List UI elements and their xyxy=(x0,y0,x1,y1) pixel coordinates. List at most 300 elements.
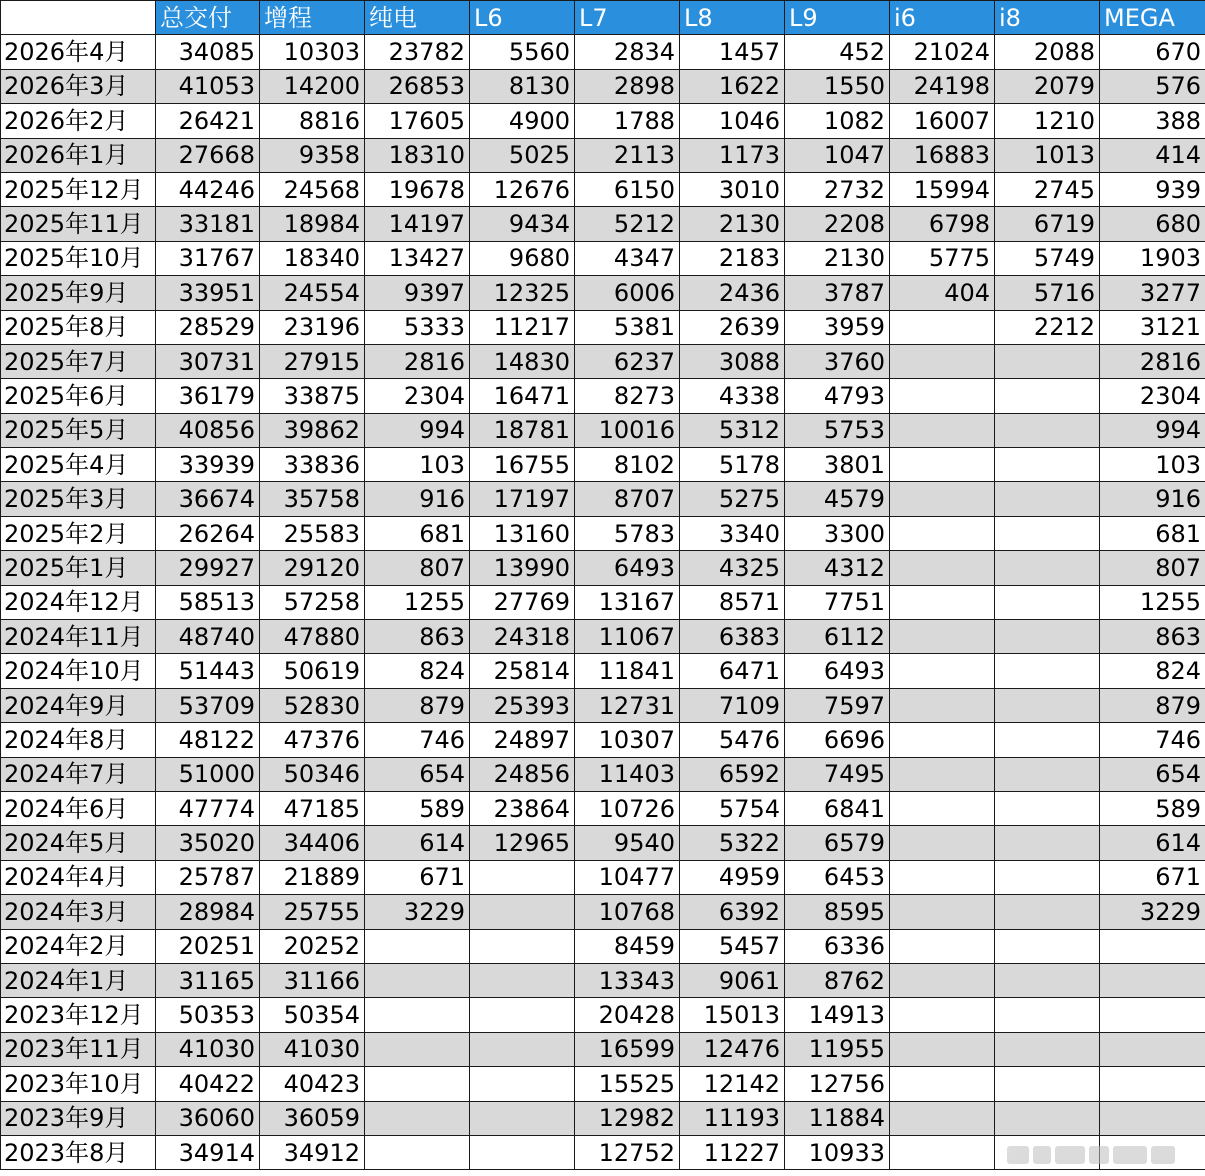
value-cell xyxy=(995,1101,1100,1135)
value-cell: 10933 xyxy=(785,1135,890,1169)
value-cell: 103 xyxy=(1100,448,1205,482)
table-row xyxy=(1,516,1205,550)
value-cell: 34406 xyxy=(260,826,365,860)
value-cell: 414 xyxy=(1100,138,1205,172)
month-cell: 2026年1月 xyxy=(1,138,156,172)
table-row xyxy=(1,207,1205,241)
value-cell: 6696 xyxy=(785,723,890,757)
value-cell xyxy=(890,310,995,344)
value-cell: 2816 xyxy=(1100,344,1205,378)
value-cell: 20251 xyxy=(156,929,260,963)
value-cell xyxy=(890,482,995,516)
value-cell: 2079 xyxy=(995,69,1100,103)
value-cell: 8816 xyxy=(260,104,365,138)
value-cell: 14830 xyxy=(470,344,575,378)
value-cell: 31165 xyxy=(156,963,260,997)
value-cell: 2834 xyxy=(575,35,680,69)
value-cell xyxy=(365,1101,470,1135)
table-row xyxy=(1,860,1205,894)
value-cell: 6719 xyxy=(995,207,1100,241)
value-cell: 40423 xyxy=(260,1067,365,1101)
value-cell: 5457 xyxy=(680,929,785,963)
value-cell: 12982 xyxy=(575,1101,680,1135)
header-l8: L8 xyxy=(680,1,785,35)
value-cell: 1210 xyxy=(995,104,1100,138)
value-cell xyxy=(995,551,1100,585)
value-cell: 5381 xyxy=(575,310,680,344)
table-row xyxy=(1,791,1205,825)
value-cell: 916 xyxy=(365,482,470,516)
table-row xyxy=(1,929,1205,963)
value-cell: 5178 xyxy=(680,448,785,482)
value-cell: 8595 xyxy=(785,895,890,929)
value-cell: 33939 xyxy=(156,448,260,482)
month-cell: 2026年3月 xyxy=(1,69,156,103)
value-cell: 6392 xyxy=(680,895,785,929)
value-cell: 654 xyxy=(365,757,470,791)
value-cell: 16007 xyxy=(890,104,995,138)
value-cell: 12476 xyxy=(680,1032,785,1066)
value-cell: 5560 xyxy=(470,35,575,69)
month-cell: 2025年5月 xyxy=(1,413,156,447)
value-cell: 589 xyxy=(1100,791,1205,825)
header-i6: i6 xyxy=(890,1,995,35)
value-cell: 614 xyxy=(365,826,470,860)
value-cell: 14200 xyxy=(260,69,365,103)
header-row xyxy=(1,1,1205,35)
header-corner-cell xyxy=(1,1,156,35)
value-cell: 11067 xyxy=(575,620,680,654)
value-cell: 5775 xyxy=(890,241,995,275)
value-cell: 7109 xyxy=(680,688,785,722)
value-cell: 10477 xyxy=(575,860,680,894)
value-cell: 50619 xyxy=(260,654,365,688)
value-cell: 680 xyxy=(1100,207,1205,241)
table-row xyxy=(1,895,1205,929)
value-cell: 671 xyxy=(365,860,470,894)
month-cell: 2024年12月 xyxy=(1,585,156,619)
month-cell: 2025年6月 xyxy=(1,379,156,413)
value-cell xyxy=(995,963,1100,997)
value-cell: 10726 xyxy=(575,791,680,825)
value-cell: 41030 xyxy=(156,1032,260,1066)
value-cell: 24897 xyxy=(470,723,575,757)
value-cell: 3229 xyxy=(1100,895,1205,929)
month-cell: 2023年10月 xyxy=(1,1067,156,1101)
value-cell: 404 xyxy=(890,276,995,310)
table-row xyxy=(1,826,1205,860)
value-cell: 9540 xyxy=(575,826,680,860)
value-cell xyxy=(890,688,995,722)
value-cell xyxy=(995,344,1100,378)
value-cell: 1255 xyxy=(1100,585,1205,619)
value-cell xyxy=(995,482,1100,516)
value-cell: 17605 xyxy=(365,104,470,138)
value-cell xyxy=(995,516,1100,550)
value-cell: 18310 xyxy=(365,138,470,172)
table-row xyxy=(1,1067,1205,1101)
header-i8: i8 xyxy=(995,1,1100,35)
value-cell xyxy=(890,413,995,447)
value-cell: 29927 xyxy=(156,551,260,585)
value-cell: 2436 xyxy=(680,276,785,310)
value-cell: 1173 xyxy=(680,138,785,172)
value-cell xyxy=(890,723,995,757)
value-cell: 6493 xyxy=(785,654,890,688)
value-cell: 9434 xyxy=(470,207,575,241)
value-cell: 8102 xyxy=(575,448,680,482)
value-cell: 35020 xyxy=(156,826,260,860)
value-cell: 33181 xyxy=(156,207,260,241)
value-cell: 3229 xyxy=(365,895,470,929)
value-cell: 1903 xyxy=(1100,241,1205,275)
value-cell: 36060 xyxy=(156,1101,260,1135)
table-row xyxy=(1,413,1205,447)
value-cell xyxy=(1100,929,1205,963)
value-cell: 12965 xyxy=(470,826,575,860)
value-cell: 25583 xyxy=(260,516,365,550)
value-cell: 879 xyxy=(1100,688,1205,722)
value-cell: 20428 xyxy=(575,998,680,1032)
value-cell: 58513 xyxy=(156,585,260,619)
value-cell xyxy=(470,998,575,1032)
value-cell: 34912 xyxy=(260,1135,365,1169)
value-cell: 41053 xyxy=(156,69,260,103)
value-cell: 12676 xyxy=(470,172,575,206)
value-cell: 36059 xyxy=(260,1101,365,1135)
value-cell: 9358 xyxy=(260,138,365,172)
value-cell: 1255 xyxy=(365,585,470,619)
value-cell xyxy=(1100,998,1205,1032)
value-cell: 863 xyxy=(365,620,470,654)
value-cell: 24198 xyxy=(890,69,995,103)
value-cell: 1013 xyxy=(995,138,1100,172)
value-cell xyxy=(995,1067,1100,1101)
value-cell xyxy=(995,791,1100,825)
value-cell: 2208 xyxy=(785,207,890,241)
value-cell: 1788 xyxy=(575,104,680,138)
value-cell: 33951 xyxy=(156,276,260,310)
value-cell: 654 xyxy=(1100,757,1205,791)
value-cell: 1082 xyxy=(785,104,890,138)
value-cell: 4312 xyxy=(785,551,890,585)
value-cell xyxy=(890,379,995,413)
value-cell: 3340 xyxy=(680,516,785,550)
value-cell xyxy=(995,860,1100,894)
value-cell: 3959 xyxy=(785,310,890,344)
value-cell: 1457 xyxy=(680,35,785,69)
value-cell: 19678 xyxy=(365,172,470,206)
month-cell: 2025年8月 xyxy=(1,310,156,344)
value-cell xyxy=(1100,963,1205,997)
value-cell: 21889 xyxy=(260,860,365,894)
value-cell xyxy=(995,895,1100,929)
value-cell: 8707 xyxy=(575,482,680,516)
month-cell: 2025年12月 xyxy=(1,172,156,206)
month-cell: 2024年2月 xyxy=(1,929,156,963)
value-cell: 4347 xyxy=(575,241,680,275)
value-cell: 12325 xyxy=(470,276,575,310)
value-cell xyxy=(890,963,995,997)
value-cell: 994 xyxy=(1100,413,1205,447)
table-row xyxy=(1,69,1205,103)
value-cell: 24318 xyxy=(470,620,575,654)
value-cell: 5025 xyxy=(470,138,575,172)
value-cell: 13427 xyxy=(365,241,470,275)
month-cell: 2024年1月 xyxy=(1,963,156,997)
value-cell xyxy=(470,860,575,894)
value-cell xyxy=(890,826,995,860)
value-cell: 36674 xyxy=(156,482,260,516)
value-cell: 11227 xyxy=(680,1135,785,1169)
value-cell: 10307 xyxy=(575,723,680,757)
value-cell xyxy=(890,585,995,619)
value-cell xyxy=(995,723,1100,757)
table-row xyxy=(1,310,1205,344)
month-cell: 2025年3月 xyxy=(1,482,156,516)
value-cell xyxy=(890,516,995,550)
table-row xyxy=(1,482,1205,516)
value-cell: 53709 xyxy=(156,688,260,722)
value-cell: 4793 xyxy=(785,379,890,413)
value-cell: 5783 xyxy=(575,516,680,550)
value-cell: 8273 xyxy=(575,379,680,413)
value-cell xyxy=(470,895,575,929)
value-cell: 6841 xyxy=(785,791,890,825)
table-row xyxy=(1,241,1205,275)
value-cell: 2304 xyxy=(1100,379,1205,413)
value-cell xyxy=(470,929,575,963)
value-cell xyxy=(890,551,995,585)
table-row xyxy=(1,448,1205,482)
table-row xyxy=(1,35,1205,69)
value-cell: 3088 xyxy=(680,344,785,378)
value-cell: 589 xyxy=(365,791,470,825)
value-cell xyxy=(470,1067,575,1101)
value-cell: 16883 xyxy=(890,138,995,172)
value-cell: 2183 xyxy=(680,241,785,275)
value-cell: 863 xyxy=(1100,620,1205,654)
value-cell xyxy=(995,654,1100,688)
value-cell xyxy=(890,344,995,378)
value-cell: 4579 xyxy=(785,482,890,516)
value-cell: 3121 xyxy=(1100,310,1205,344)
value-cell: 2745 xyxy=(995,172,1100,206)
value-cell: 11193 xyxy=(680,1101,785,1135)
month-cell: 2025年9月 xyxy=(1,276,156,310)
value-cell: 28529 xyxy=(156,310,260,344)
value-cell: 614 xyxy=(1100,826,1205,860)
table-row xyxy=(1,998,1205,1032)
table-row xyxy=(1,172,1205,206)
value-cell: 10768 xyxy=(575,895,680,929)
value-cell: 1047 xyxy=(785,138,890,172)
value-cell: 3300 xyxy=(785,516,890,550)
value-cell: 7751 xyxy=(785,585,890,619)
value-cell: 21024 xyxy=(890,35,995,69)
header-l7: L7 xyxy=(575,1,680,35)
value-cell: 26421 xyxy=(156,104,260,138)
value-cell: 2130 xyxy=(680,207,785,241)
value-cell: 5749 xyxy=(995,241,1100,275)
value-cell: 6237 xyxy=(575,344,680,378)
value-cell: 33875 xyxy=(260,379,365,413)
month-cell: 2024年11月 xyxy=(1,620,156,654)
value-cell: 27769 xyxy=(470,585,575,619)
value-cell: 51000 xyxy=(156,757,260,791)
value-cell: 3760 xyxy=(785,344,890,378)
value-cell: 23864 xyxy=(470,791,575,825)
table-row xyxy=(1,1101,1205,1135)
value-cell: 3010 xyxy=(680,172,785,206)
month-cell: 2026年4月 xyxy=(1,35,156,69)
value-cell: 824 xyxy=(365,654,470,688)
value-cell: 47774 xyxy=(156,791,260,825)
value-cell: 23196 xyxy=(260,310,365,344)
value-cell: 10303 xyxy=(260,35,365,69)
value-cell: 4959 xyxy=(680,860,785,894)
value-cell: 7597 xyxy=(785,688,890,722)
value-cell: 5753 xyxy=(785,413,890,447)
value-cell: 2088 xyxy=(995,35,1100,69)
table-row xyxy=(1,963,1205,997)
value-cell xyxy=(890,929,995,963)
value-cell xyxy=(365,963,470,997)
value-cell: 13167 xyxy=(575,585,680,619)
value-cell: 29120 xyxy=(260,551,365,585)
value-cell xyxy=(470,1032,575,1066)
value-cell xyxy=(365,1032,470,1066)
value-cell xyxy=(890,791,995,825)
value-cell: 2304 xyxy=(365,379,470,413)
value-cell: 24568 xyxy=(260,172,365,206)
value-cell: 31166 xyxy=(260,963,365,997)
value-cell xyxy=(890,998,995,1032)
value-cell: 16755 xyxy=(470,448,575,482)
value-cell: 2732 xyxy=(785,172,890,206)
table-row xyxy=(1,344,1205,378)
value-cell: 1622 xyxy=(680,69,785,103)
value-cell: 2898 xyxy=(575,69,680,103)
value-cell: 3277 xyxy=(1100,276,1205,310)
value-cell xyxy=(1100,1032,1205,1066)
value-cell: 18984 xyxy=(260,207,365,241)
value-cell xyxy=(995,448,1100,482)
value-cell xyxy=(995,413,1100,447)
table-row xyxy=(1,276,1205,310)
header-mega: MEGA xyxy=(1100,1,1205,35)
value-cell: 13990 xyxy=(470,551,575,585)
value-cell: 3787 xyxy=(785,276,890,310)
value-cell: 24856 xyxy=(470,757,575,791)
table-row xyxy=(1,585,1205,619)
value-cell: 6798 xyxy=(890,207,995,241)
table-row xyxy=(1,757,1205,791)
value-cell: 8762 xyxy=(785,963,890,997)
value-cell: 26264 xyxy=(156,516,260,550)
value-cell xyxy=(995,620,1100,654)
table-row xyxy=(1,654,1205,688)
value-cell xyxy=(995,826,1100,860)
value-cell xyxy=(890,860,995,894)
value-cell: 4900 xyxy=(470,104,575,138)
value-cell: 2212 xyxy=(995,310,1100,344)
value-cell: 12752 xyxy=(575,1135,680,1169)
value-cell: 879 xyxy=(365,688,470,722)
value-cell: 13343 xyxy=(575,963,680,997)
value-cell: 36179 xyxy=(156,379,260,413)
value-cell: 24554 xyxy=(260,276,365,310)
value-cell: 5333 xyxy=(365,310,470,344)
value-cell: 25393 xyxy=(470,688,575,722)
value-cell: 807 xyxy=(1100,551,1205,585)
value-cell: 4325 xyxy=(680,551,785,585)
value-cell: 1550 xyxy=(785,69,890,103)
value-cell: 27915 xyxy=(260,344,365,378)
value-cell: 48740 xyxy=(156,620,260,654)
value-cell: 5716 xyxy=(995,276,1100,310)
value-cell: 681 xyxy=(1100,516,1205,550)
value-cell: 452 xyxy=(785,35,890,69)
value-cell: 6336 xyxy=(785,929,890,963)
value-cell xyxy=(890,757,995,791)
value-cell xyxy=(890,654,995,688)
value-cell xyxy=(890,1032,995,1066)
value-cell: 6006 xyxy=(575,276,680,310)
value-cell: 14913 xyxy=(785,998,890,1032)
value-cell: 26853 xyxy=(365,69,470,103)
value-cell xyxy=(890,448,995,482)
value-cell: 6150 xyxy=(575,172,680,206)
value-cell: 12142 xyxy=(680,1067,785,1101)
value-cell xyxy=(470,1101,575,1135)
value-cell: 2816 xyxy=(365,344,470,378)
value-cell: 20252 xyxy=(260,929,365,963)
value-cell: 30731 xyxy=(156,344,260,378)
table-row xyxy=(1,1032,1205,1066)
value-cell: 50353 xyxy=(156,998,260,1032)
value-cell: 18781 xyxy=(470,413,575,447)
value-cell xyxy=(995,379,1100,413)
value-cell: 576 xyxy=(1100,69,1205,103)
value-cell: 5322 xyxy=(680,826,785,860)
value-cell: 25787 xyxy=(156,860,260,894)
value-cell: 25814 xyxy=(470,654,575,688)
value-cell xyxy=(995,585,1100,619)
table-row xyxy=(1,551,1205,585)
table-row xyxy=(1,379,1205,413)
value-cell xyxy=(995,929,1100,963)
value-cell: 57258 xyxy=(260,585,365,619)
month-cell: 2025年1月 xyxy=(1,551,156,585)
value-cell: 28984 xyxy=(156,895,260,929)
value-cell: 40856 xyxy=(156,413,260,447)
table-row xyxy=(1,138,1205,172)
month-cell: 2024年5月 xyxy=(1,826,156,860)
table-row xyxy=(1,620,1205,654)
value-cell: 9680 xyxy=(470,241,575,275)
value-cell: 10016 xyxy=(575,413,680,447)
value-cell: 681 xyxy=(365,516,470,550)
value-cell: 824 xyxy=(1100,654,1205,688)
value-cell xyxy=(890,895,995,929)
value-cell: 746 xyxy=(365,723,470,757)
value-cell: 33836 xyxy=(260,448,365,482)
month-cell: 2023年9月 xyxy=(1,1101,156,1135)
value-cell: 746 xyxy=(1100,723,1205,757)
value-cell: 12756 xyxy=(785,1067,890,1101)
value-cell: 44246 xyxy=(156,172,260,206)
